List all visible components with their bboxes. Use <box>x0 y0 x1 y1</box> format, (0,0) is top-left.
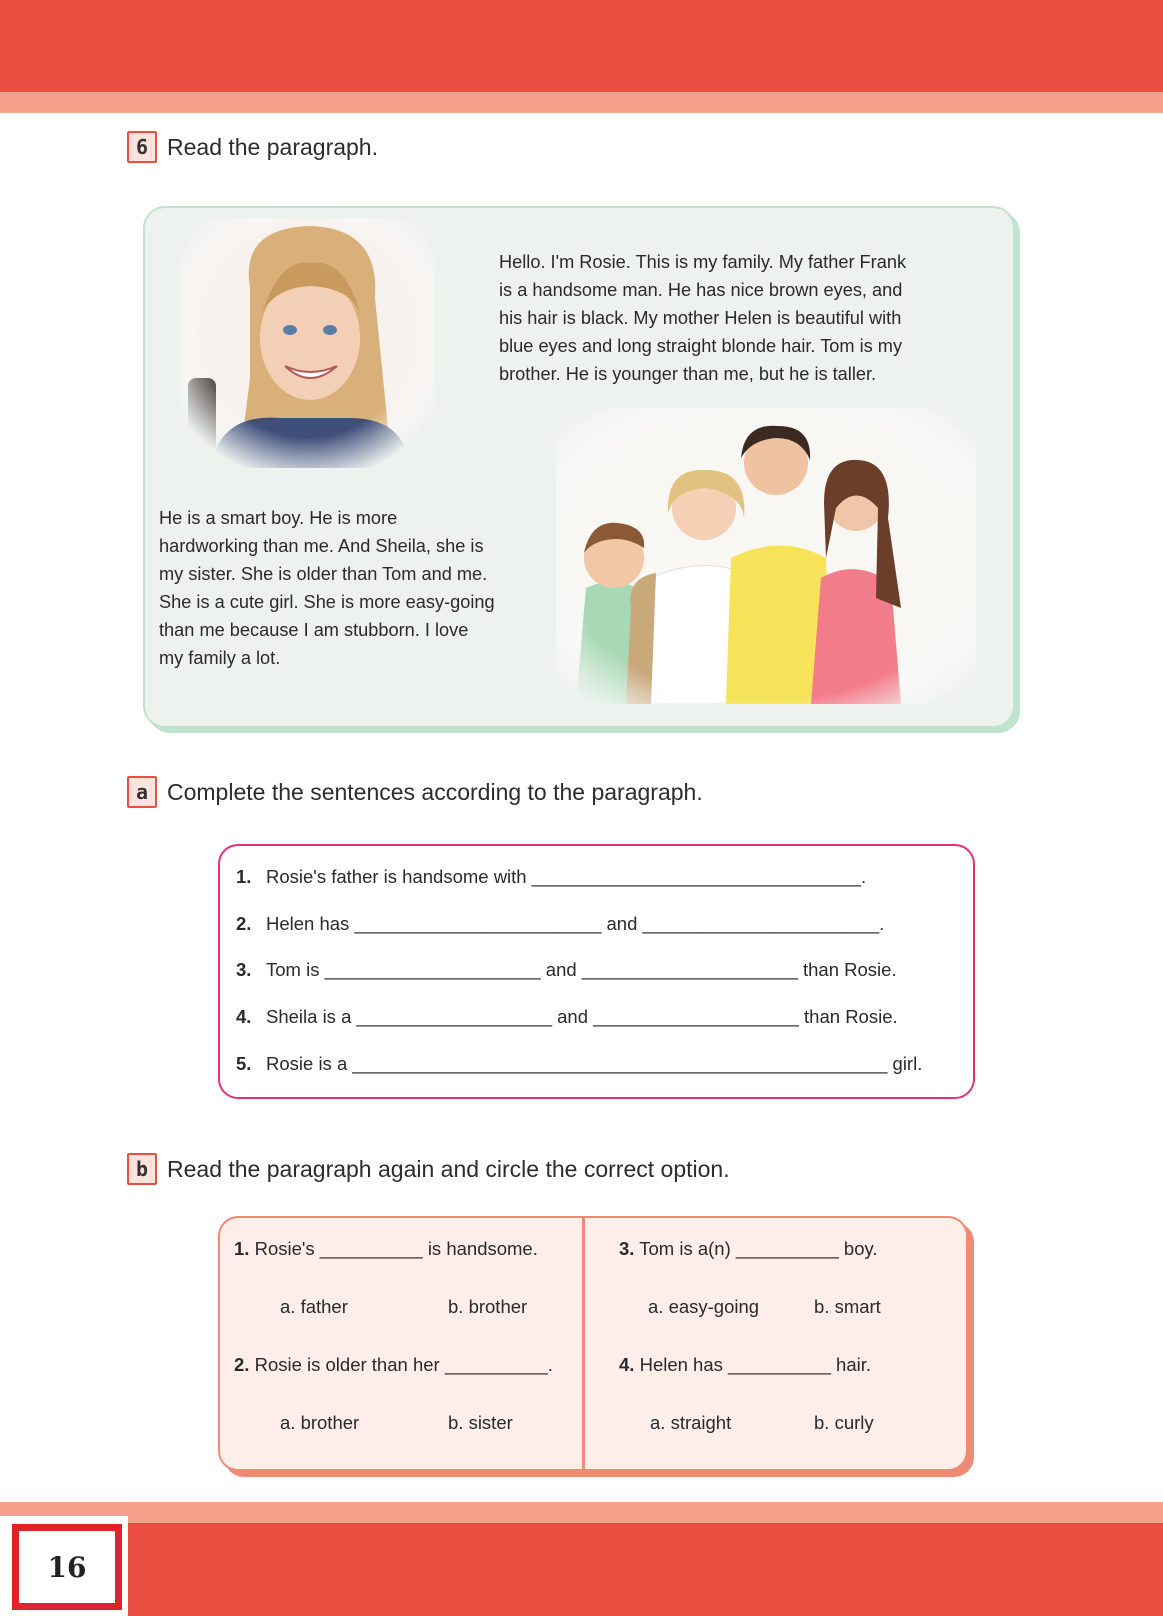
option-2a[interactable]: a. brother <box>280 1412 360 1433</box>
fill-item[interactable] <box>236 1053 922 1075</box>
section-a-badge: a <box>127 776 157 808</box>
item-number: 5. <box>236 1053 252 1074</box>
paragraph-part-2 <box>159 504 549 672</box>
section-b-title: Read the paragraph again and circle the correct option. <box>167 1155 730 1182</box>
paragraph-line: brother. He is younger than me, but he is taller. <box>499 364 877 384</box>
girl-photo <box>180 218 435 470</box>
paragraph-line: is a handsome man. He has nice brown eyes, and <box>499 280 903 300</box>
item-number: 2. <box>236 913 252 934</box>
paragraph-line: hardworking than me. And Sheila, she is <box>159 536 484 556</box>
section-6-badge: 6 <box>127 131 157 163</box>
paragraph-line: She is a cute girl. She is more easy-going <box>159 592 495 612</box>
fill-item[interactable] <box>236 959 897 981</box>
item-text: Tom is _____________________ and _____________________ than Rosie. <box>266 959 897 980</box>
section-a-heading <box>127 776 703 808</box>
header-stripe <box>0 92 1163 113</box>
option-1a[interactable]: a. father <box>280 1296 348 1317</box>
fill-item[interactable] <box>236 1006 898 1028</box>
paragraph-line: blue eyes and long straight blonde hair. Tom is my <box>499 336 903 356</box>
question-number: 1. <box>234 1238 250 1259</box>
question-number: 4. <box>619 1354 635 1375</box>
column-divider <box>582 1218 585 1469</box>
paragraph-line: his hair is black. My mother Helen is beautiful with <box>499 308 902 328</box>
question-text: Helen has __________ hair. <box>639 1354 872 1375</box>
multiple-choice-box <box>218 1216 968 1471</box>
section-b-badge: b <box>127 1153 157 1185</box>
page-number: 16 <box>12 1524 122 1610</box>
item-text: Rosie's father is handsome with ________________________________. <box>266 866 867 887</box>
paragraph-line: Hello. I'm Rosie. This is my family. My father Frank <box>499 252 907 272</box>
section-a-title: Complete the sentences according to the paragraph. <box>167 778 703 805</box>
paragraph-line: my sister. She is older than Tom and me. <box>159 564 488 584</box>
item-text: Rosie is a ____________________________________________________ girl. <box>266 1053 923 1074</box>
option-3a[interactable]: a. easy-going <box>648 1296 760 1317</box>
option-4a[interactable]: a. straight <box>650 1412 732 1433</box>
fill-item[interactable] <box>236 866 866 888</box>
paragraph-line: than me because I am stubborn. I love <box>159 620 469 640</box>
header-band <box>0 0 1163 92</box>
option-1b[interactable]: b. brother <box>448 1296 528 1317</box>
section-b-heading <box>127 1153 730 1185</box>
fill-in-box <box>218 844 975 1099</box>
question-1 <box>234 1238 538 1260</box>
paragraph-line: He is a smart boy. He is more <box>159 508 398 528</box>
item-number: 3. <box>236 959 252 980</box>
footer-stripe <box>0 1502 1163 1523</box>
option-2b[interactable]: b. sister <box>448 1412 513 1433</box>
item-text: Sheila is a ___________________ and ____________________ than Rosie. <box>266 1006 898 1027</box>
footer-band <box>0 1523 1163 1616</box>
item-number: 1. <box>236 866 252 887</box>
question-number: 3. <box>619 1238 635 1259</box>
question-text: Tom is a(n) __________ boy. <box>639 1238 878 1259</box>
question-text: Rosie is older than her __________. <box>254 1354 553 1375</box>
question-4 <box>619 1354 871 1376</box>
family-photo <box>556 408 976 704</box>
question-2 <box>234 1354 553 1376</box>
question-text: Rosie's __________ is handsome. <box>254 1238 538 1259</box>
paragraph-line: my family a lot. <box>159 648 281 668</box>
fill-item[interactable] <box>236 913 884 935</box>
section-6-title: Read the paragraph. <box>167 133 378 160</box>
question-3 <box>619 1238 878 1260</box>
item-number: 4. <box>236 1006 252 1027</box>
section-6-heading <box>127 131 378 163</box>
paragraph-part-1 <box>499 248 969 388</box>
item-text: Helen has ________________________ and _______________________. <box>266 913 885 934</box>
question-number: 2. <box>234 1354 250 1375</box>
option-4b[interactable]: b. curly <box>814 1412 874 1433</box>
option-3b[interactable]: b. smart <box>814 1296 881 1317</box>
